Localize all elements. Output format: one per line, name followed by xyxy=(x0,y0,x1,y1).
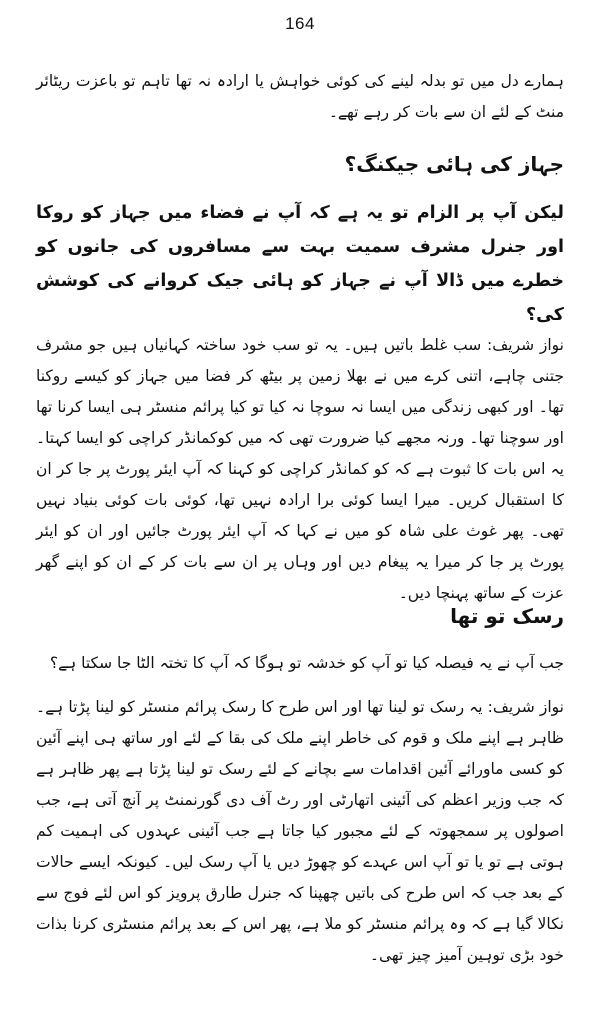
answer-hijacking: نواز شریف: سب غلط باتیں ہیں۔ یہ تو سب خود ساختہ کہانیاں ہیں جو مشرف جتنی چاہے، اتنی کرے میں نے بھلا زمین پر بیٹھ کر فضا میں جہاز کو کیسے روکنا تھا۔ اور کبھی زندگی میں ایسا نہ سوچا نہ کیا تو کیا پرائم منسٹر ہی ایسا کرنا تھا اور سوچنا تھا۔ ورنہ مجھے کیا ضرورت تھی کہ میں کوکمانڈر کراچی کو ایسا کہتا۔ یہ اس بات کا ثبوت ہے کہ کو کمانڈر کراچی کو کہنا کہ آپ ایئر پورٹ پر جا کر ان کا استقبال کریں۔ میرا ایسا کوئی برا ارادہ نہیں تھا، کوئی بات کوئی بنیاد نہیں تھی۔ پھر غوث علی شاہ کو میں نے کہا کہ آپ ایئر پورٹ جائیں اور ان کو ایئر پورٹ پر جا کر میرا یہ پیغام دیں اور وہاں پر ان سے بات کر کے ان کو اپنے گھر عزت کے ساتھ پہنچا دیں۔ xyxy=(36,336,564,602)
section-heading-risk: رسک تو تھا xyxy=(450,604,564,628)
answer-risk: نواز شریف: یہ رسک تو لینا تھا اور اس طرح کا رسک پرائم منسٹر کو لینا پڑتا ہے۔ ظاہر ہے اپنے ملک و قوم کی خاطر اپنے ملک کی بقا کے لئے اور ساتھ ہی اپنے آئین کو کسی ماورائے آئین اقدامات سے بچانے کے لئے رسک تو لینا پڑتا ہے پھر ظاہر ہے کہ جب وزیر اعظم کی آئینی اتھارٹی اور رٹ آف دی گورنمنٹ پر آنچ آتی ہے، جب اصولوں پر سمجھوتہ کے لئے مجبور کیا جاتا ہے جب آئینی عہدوں کی اہمیت کم ہوتی ہے تو یا تو آپ اس عہدے کو چھوڑ دیں یا آپ رسک لیں۔ کیونکہ ایسے حالات کے بعد جب کہ اس طرح کی باتیں چھپنا کہ جنرل طارق پرویز کو اس لئے فوج سے نکالا گیا ہے کہ وہ پرائم منسٹر کو ملا ہے، پھر اس کے بعد پرائم منسٹری کرنا بذات خود بڑی توہین آمیز چیز تھی۔ xyxy=(36,698,564,964)
page-number: 164 xyxy=(285,14,315,33)
question-risk: جب آپ نے یہ فیصلہ کیا تو آپ کو خدشہ تو ہوگا کہ آپ کا تختہ الٹا جا سکتا ہے؟ xyxy=(49,654,564,672)
question-hijacking: لیکن آپ پر الزام تو یہ ہے کہ آپ نے فضاء میں جہاز کو روکا اور جنرل مشرف سمیت بہت سے مسافروں کی جانوں کو خطرے میں ڈالا آپ نے جہاز کو ہائی جیک کروانے کی کوشش کی؟ xyxy=(36,203,564,325)
section-heading-hijacking: جہاز کی ہائی جیکنگ؟ xyxy=(344,152,564,176)
intro-paragraph: ہمارے دل میں تو بدلہ لینے کی کوئی خواہش یا ارادہ نہ تھا تاہم تو باعزت ریٹائر منٹ کے لئے ان سے بات کر رہے تھے۔ xyxy=(36,72,564,121)
